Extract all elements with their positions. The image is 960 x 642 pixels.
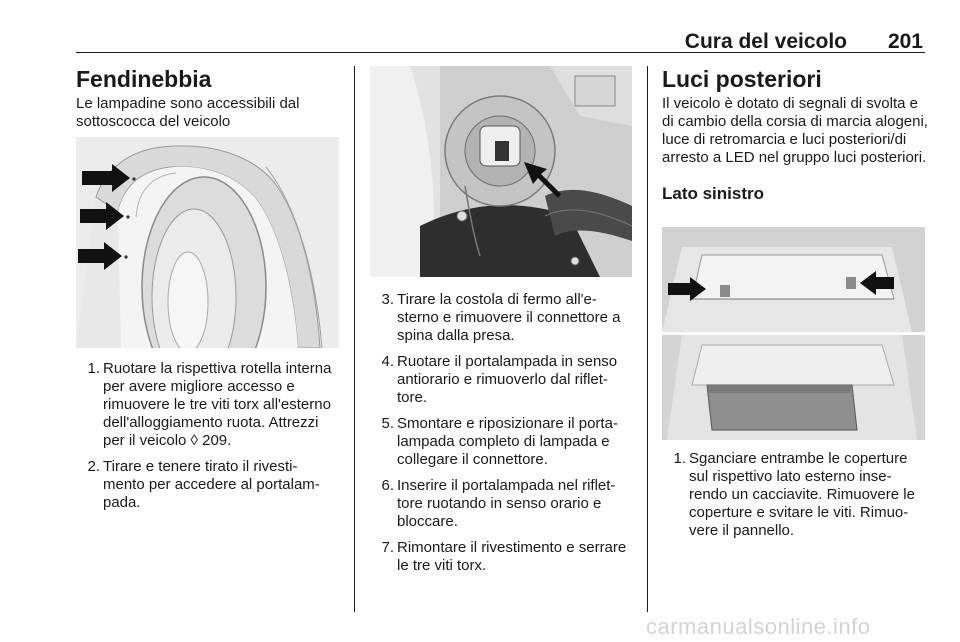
left-steps [76, 360, 342, 520]
watermark: carmanualsonline.info [646, 614, 871, 639]
list-item: 4. Ruotare il portalampada in senso antiorario e rimuoverlo dal riflet- tore. [381, 353, 618, 406]
section-title: Cura del veicolo [684, 30, 847, 53]
list-item: 3. Tirare la costola di fermo all'e- sterno e rimuovere il connettore a spina dalla presa. [381, 291, 621, 344]
left-column [76, 66, 342, 131]
left-side-subheading: Lato sinistro [662, 184, 765, 203]
fog-lights-heading: Fendinebbia [76, 66, 212, 92]
middle-steps [370, 291, 636, 583]
rear-lights-heading: Luci posteriori [662, 66, 822, 92]
rear-panel-removed-illustration [662, 335, 925, 440]
rear-lights-intro: Il veicolo è dotato di segnali di svolta e di cambio della corsia di marcia alogeni, luce di retromarcia e luci posteriori/di arresto a LED nel gruppo luci posteriori. [662, 95, 928, 166]
list-item: 2. Tirare e tenere tirato il rivesti- mento per accedere al portalam- pada. [87, 458, 320, 511]
fog-lights-intro: Le lampadine sono accessibili dal sottoscocca del veicolo [76, 95, 300, 130]
bulb-holder-illustration [370, 66, 632, 277]
rear-panel-covers-illustration [662, 227, 925, 332]
page-number: 201 [887, 30, 923, 53]
fog-light-wheel-arch-illustration [76, 137, 339, 348]
list-item: 1. Sganciare entrambe le coperture sul rispettivo lato esterno inse- rendo un cacciavite. Rimuovere le coperture e svitare le viti. Rimuo- vere il pannello. [673, 450, 915, 539]
list-item: 1. Ruotare la rispettiva rotella interna per avere migliore accesso e rimuovere le tre viti torx all'esterno dell'alloggiamento ruota. Attrezzi per il veicolo ◊ 209. [87, 360, 332, 449]
column-divider-right [647, 66, 648, 612]
column-divider-left [354, 66, 355, 612]
right-column [662, 66, 928, 204]
list-item: 7. Rimontare il rivestimento e serrare le tre viti torx. [381, 539, 627, 574]
page-header [76, 30, 925, 53]
list-item: 5. Smontare e riposizionare il porta- lampada completo di lampada e collegare il connettore. [381, 415, 618, 468]
right-steps [662, 450, 928, 548]
list-item: 6. Inserire il portalampada nel riflet- tore ruotando in senso orario e bloccare. [381, 477, 616, 530]
